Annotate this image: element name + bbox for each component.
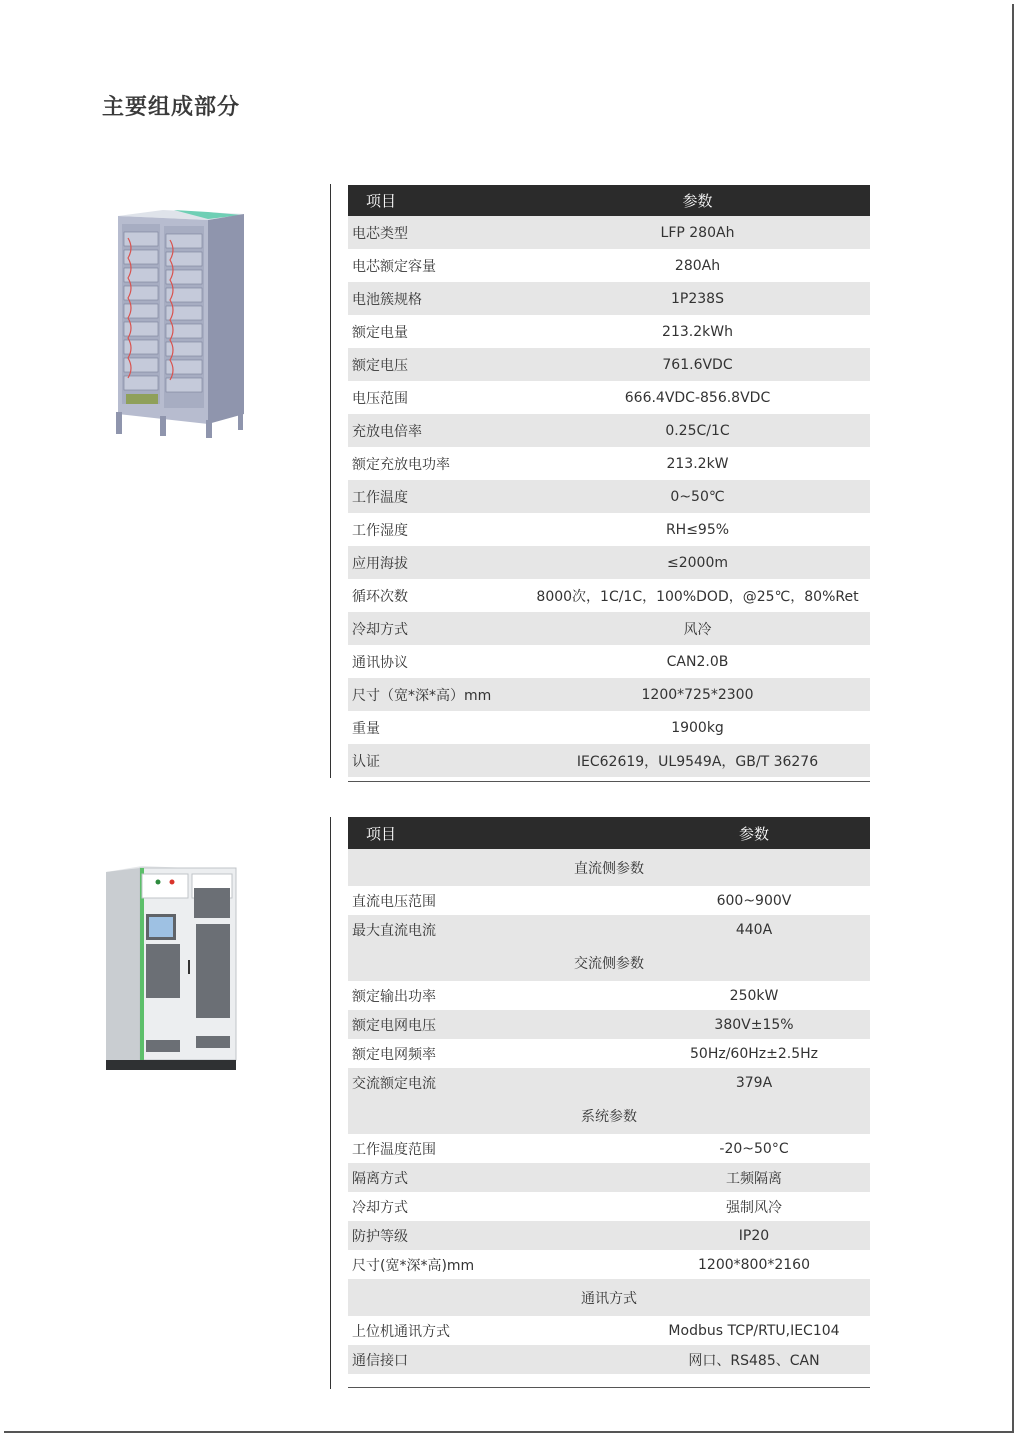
- row-label: 直流电压范围: [348, 886, 638, 915]
- row-label: 应用海拔: [348, 546, 525, 579]
- table-row: [348, 1250, 870, 1279]
- pcs-cabinet-image: [102, 864, 240, 1076]
- row-value: 50Hz/60Hz±2.5Hz: [638, 1039, 870, 1068]
- row-value: -20~50°C: [638, 1134, 870, 1163]
- table-row: [348, 1316, 870, 1345]
- row-label: 工作温度范围: [348, 1134, 638, 1163]
- row-label: 电芯类型: [348, 216, 525, 249]
- row-label: 额定充放电功率: [348, 447, 525, 480]
- row-value: LFP 280Ah: [525, 216, 870, 249]
- row-value: 213.2kW: [525, 447, 870, 480]
- table-row: [348, 414, 870, 447]
- section-title: 直流侧参数: [348, 849, 870, 886]
- row-value: 666.4VDC-856.8VDC: [525, 381, 870, 414]
- row-value: Modbus TCP/RTU,IEC104: [638, 1316, 870, 1345]
- section-header: [348, 1097, 870, 1134]
- row-value: ≤2000m: [525, 546, 870, 579]
- section-header: [348, 849, 870, 886]
- row-value: 600~900V: [638, 886, 870, 915]
- row-label: 充放电倍率: [348, 414, 525, 447]
- table-row: [348, 1192, 870, 1221]
- row-label: 电芯额定容量: [348, 249, 525, 282]
- header-param: 参数: [525, 185, 870, 216]
- table-row: [348, 546, 870, 579]
- row-label: 工作温度: [348, 480, 525, 513]
- divider-line-bottom: [330, 817, 331, 1389]
- row-label: 通信接口: [348, 1345, 638, 1374]
- table-row: [348, 612, 870, 645]
- row-label: 额定电压: [348, 348, 525, 381]
- row-value: 379A: [638, 1068, 870, 1097]
- section-title: 交流侧参数: [348, 944, 870, 981]
- table-row: [348, 1010, 870, 1039]
- row-label: 冷却方式: [348, 1192, 638, 1221]
- row-value: IP20: [638, 1221, 870, 1250]
- table-row: [348, 678, 870, 711]
- row-value: 1200*800*2160: [638, 1250, 870, 1279]
- row-label: 隔离方式: [348, 1163, 638, 1192]
- row-value: 440A: [638, 915, 870, 944]
- row-value: 1200*725*2300: [525, 678, 870, 711]
- header-item: 项目: [348, 185, 525, 216]
- table-row: [348, 315, 870, 348]
- battery-cabinet-image: [108, 204, 248, 439]
- table-row: [348, 480, 870, 513]
- pcs-spec-table: [348, 817, 870, 1374]
- row-value: 风冷: [525, 612, 870, 645]
- table-header: [348, 185, 870, 216]
- table-row: [348, 645, 870, 678]
- row-value: CAN2.0B: [525, 645, 870, 678]
- row-label: 电池簇规格: [348, 282, 525, 315]
- table-row: [348, 348, 870, 381]
- header-param: 参数: [638, 817, 870, 849]
- row-label: 额定电量: [348, 315, 525, 348]
- row-label: 额定输出功率: [348, 981, 638, 1010]
- row-value: 1P238S: [525, 282, 870, 315]
- row-label: 额定电网电压: [348, 1010, 638, 1039]
- table-row: [348, 1221, 870, 1250]
- row-value: IEC62619，UL9549A，GB/T 36276: [525, 744, 870, 777]
- table-row: [348, 1345, 870, 1374]
- row-label: 重量: [348, 711, 525, 744]
- row-value: 工频隔离: [638, 1163, 870, 1192]
- row-label: 最大直流电流: [348, 915, 638, 944]
- divider-line-top: [330, 184, 331, 778]
- table-row: [348, 282, 870, 315]
- row-value: 213.2kWh: [525, 315, 870, 348]
- table-row: [348, 447, 870, 480]
- row-value: 0.25C/1C: [525, 414, 870, 447]
- row-label: 上位机通讯方式: [348, 1316, 638, 1345]
- table-row: [348, 579, 870, 612]
- row-value: 网口、RS485、CAN: [638, 1345, 870, 1374]
- table2-bottom-rule: [348, 1387, 870, 1388]
- section-title: 通讯方式: [348, 1279, 870, 1316]
- table-row: [348, 886, 870, 915]
- row-value: 8000次，1C/1C，100%DOD，@25℃，80%Ret: [525, 579, 870, 612]
- table1-bottom-rule: [348, 781, 870, 782]
- header-item: 项目: [348, 817, 638, 849]
- section-header: [348, 1279, 870, 1316]
- table-row: [348, 915, 870, 944]
- table-row: [348, 711, 870, 744]
- table-row: [348, 1039, 870, 1068]
- row-value: 280Ah: [525, 249, 870, 282]
- page: [4, 4, 1014, 1433]
- row-label: 交流额定电流: [348, 1068, 638, 1097]
- row-label: 电压范围: [348, 381, 525, 414]
- row-value: 250kW: [638, 981, 870, 1010]
- section-title: 系统参数: [348, 1097, 870, 1134]
- table-row: [348, 981, 870, 1010]
- battery-spec-table: [348, 185, 870, 777]
- row-value: 380V±15%: [638, 1010, 870, 1039]
- row-value: 强制风冷: [638, 1192, 870, 1221]
- row-label: 循环次数: [348, 579, 525, 612]
- section-header: [348, 944, 870, 981]
- table-row: [348, 381, 870, 414]
- row-label: 尺寸(宽*深*高)mm: [348, 1250, 638, 1279]
- row-label: 防护等级: [348, 1221, 638, 1250]
- row-label: 认证: [348, 744, 525, 777]
- table-row: [348, 1134, 870, 1163]
- page-title: 主要组成部分: [102, 95, 241, 120]
- table-row: [348, 216, 870, 249]
- row-value: RH≤95%: [525, 513, 870, 546]
- row-label: 工作湿度: [348, 513, 525, 546]
- row-value: 761.6VDC: [525, 348, 870, 381]
- table-row: [348, 744, 870, 777]
- table-row: [348, 1163, 870, 1192]
- table-row: [348, 249, 870, 282]
- row-label: 通讯协议: [348, 645, 525, 678]
- row-label: 额定电网频率: [348, 1039, 638, 1068]
- table-row: [348, 513, 870, 546]
- row-label: 冷却方式: [348, 612, 525, 645]
- row-label: 尺寸（宽*深*高）mm: [348, 678, 525, 711]
- table-row: [348, 1068, 870, 1097]
- row-value: 0~50℃: [525, 480, 870, 513]
- row-value: 1900kg: [525, 711, 870, 744]
- table-header: [348, 817, 870, 849]
